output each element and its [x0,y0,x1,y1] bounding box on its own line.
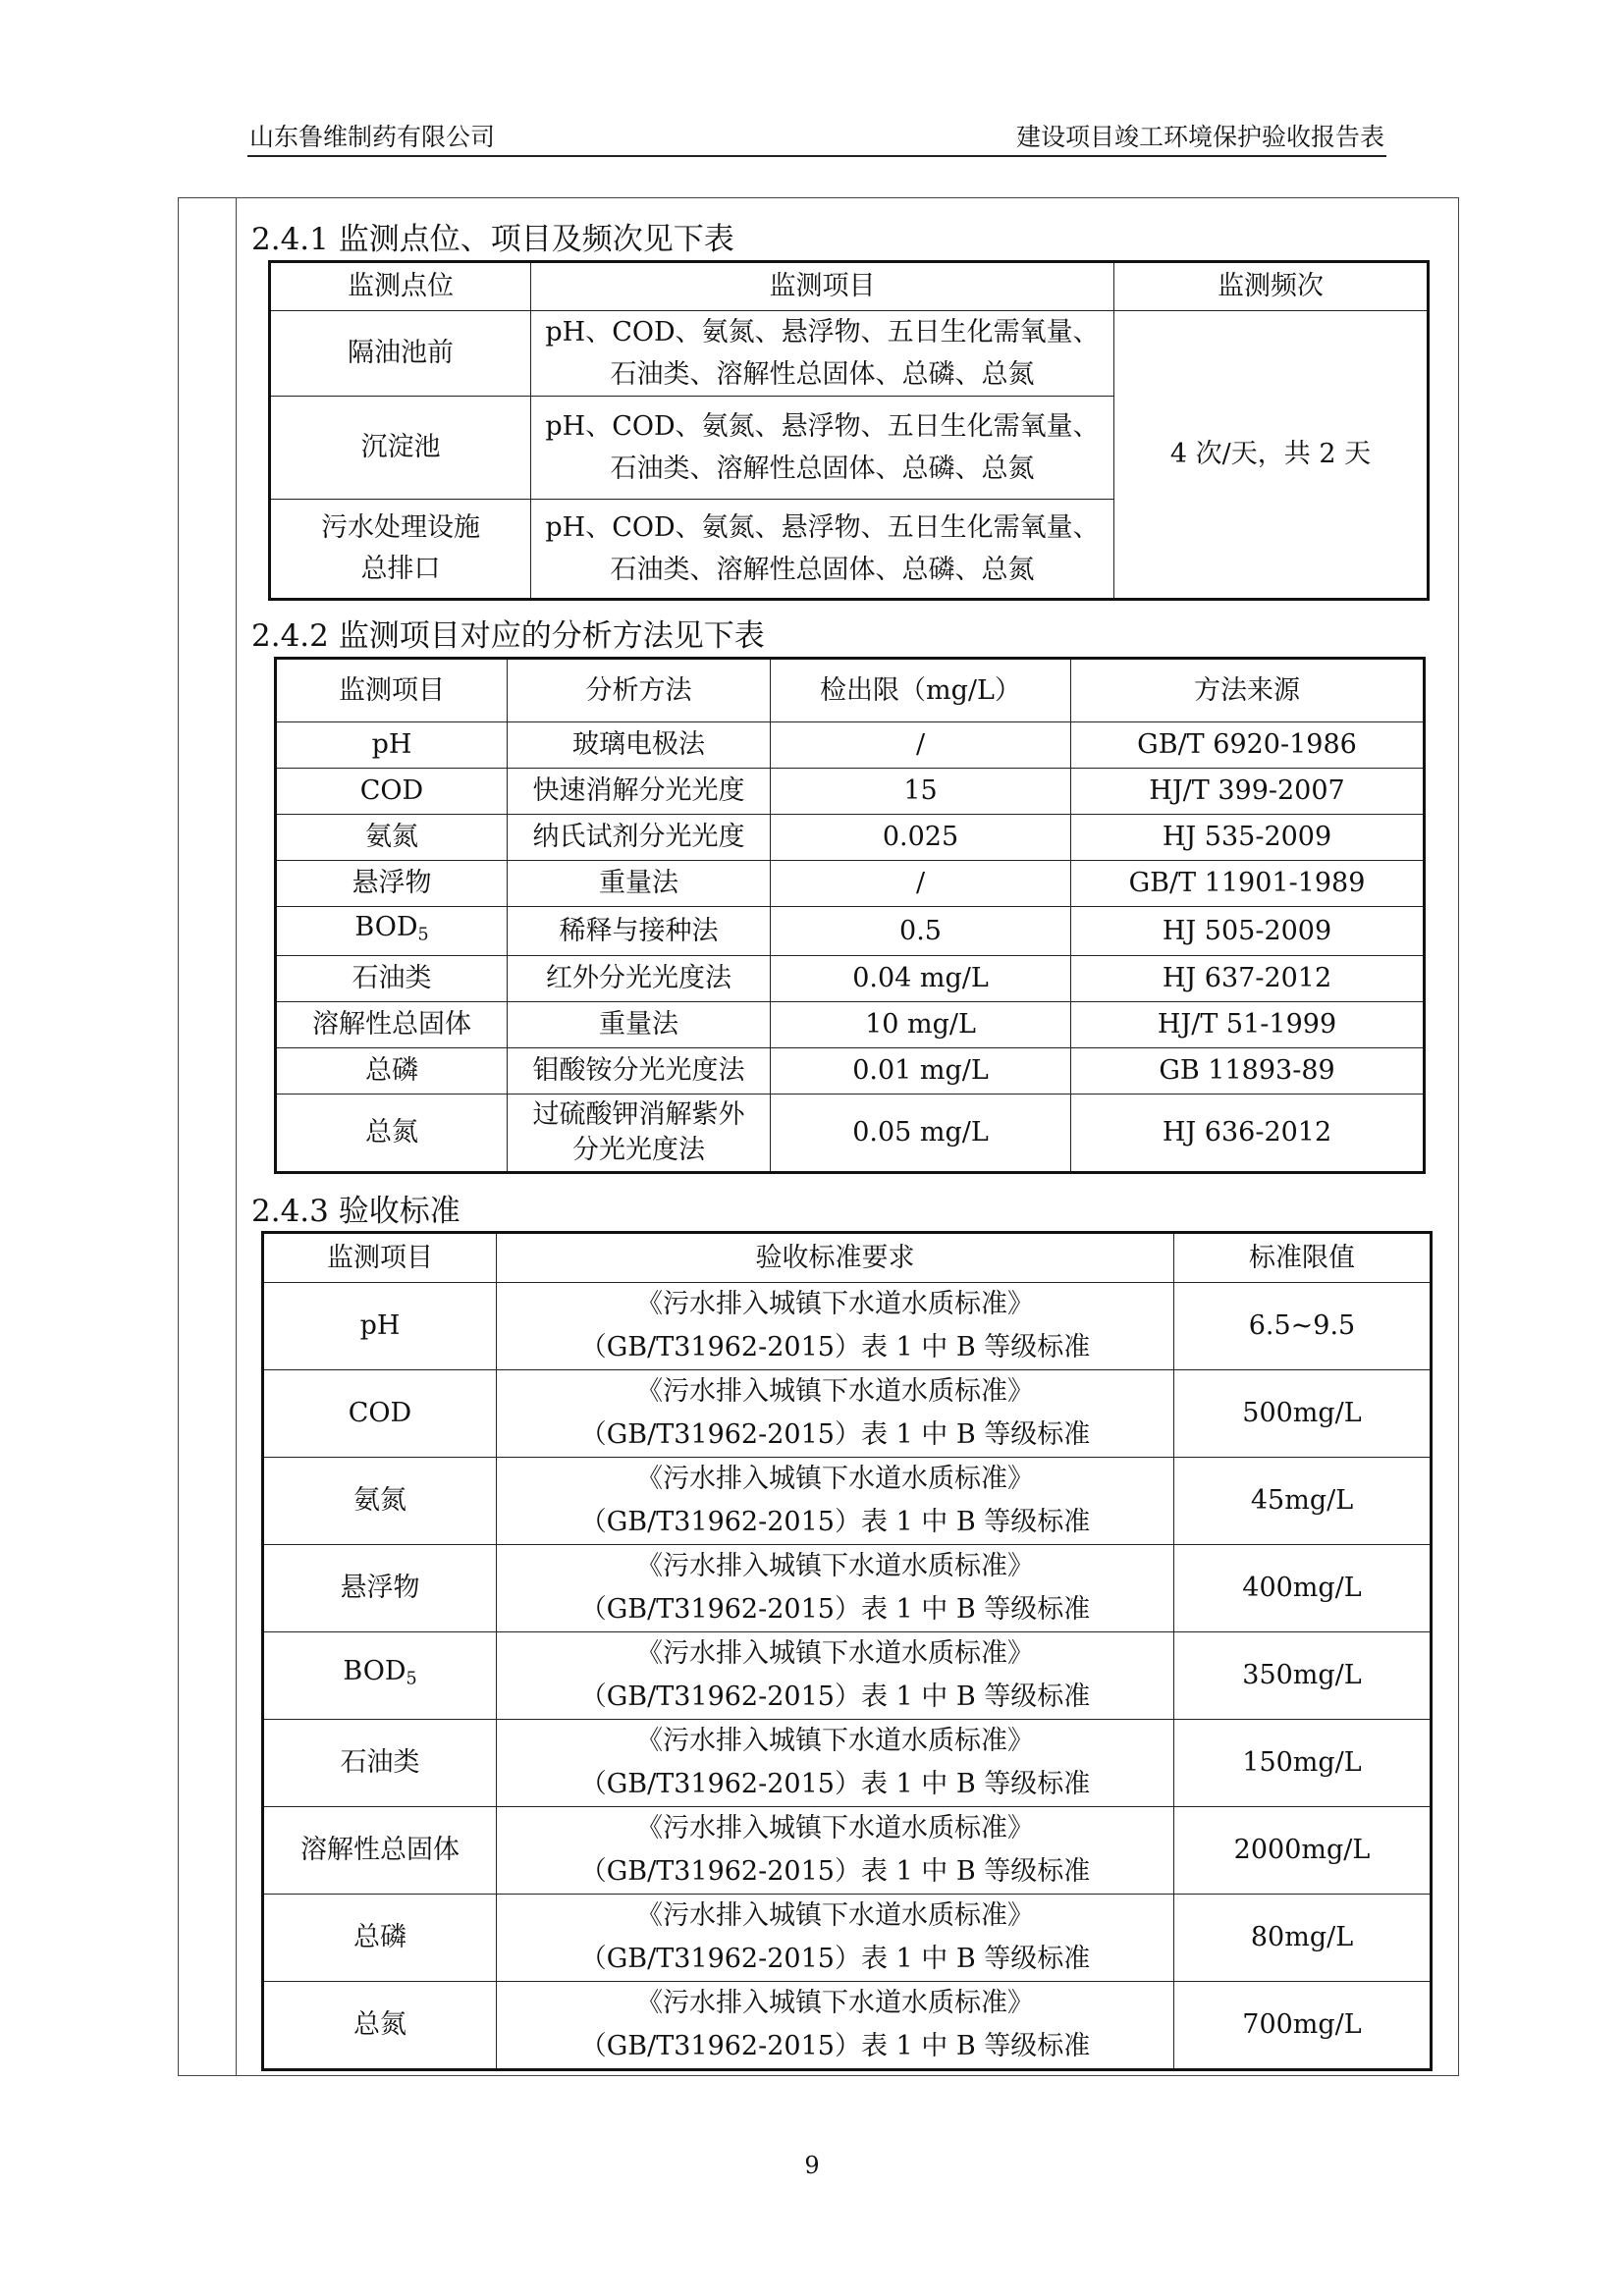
standard-cell [497,1982,1174,2070]
table-row [263,1982,1432,2070]
limit-cell: 45mg/L [1174,1458,1432,1545]
limit-cell: 400mg/L [1174,1545,1432,1632]
standard-line: 《污水排入城镇下水道水质标准》 [636,1638,1034,1669]
limit-cell: 15 [771,769,1071,815]
header-cell: 监测项目 [531,262,1114,311]
table-row [263,1895,1432,1982]
table-row [276,769,1425,815]
table-header-row [263,1233,1432,1283]
table-row [263,1458,1432,1545]
item-subscript: 5 [417,925,429,945]
item-cell: pH [276,722,508,769]
table-header-row [276,659,1425,722]
standard-line: （GB/T31962-2015）表 1 中 B 等级标准 [579,1419,1091,1450]
limit-cell: 0.04 mg/L [771,956,1071,1002]
standard-line: （GB/T31962-2015）表 1 中 B 等级标准 [579,1769,1091,1799]
table-row [263,1807,1432,1895]
point-cell: 隔油池前 [270,311,531,397]
section-242-title: 2.4.2 监测项目对应的分析方法见下表 [251,618,765,654]
table-row [276,907,1425,956]
standard-line: （GB/T31962-2015）表 1 中 B 等级标准 [579,1856,1091,1887]
header-cell: 分析方法 [508,659,771,722]
standard-cell [497,1895,1174,1982]
limit-cell: 6.5~9.5 [1174,1283,1432,1370]
standard-line: 《污水排入城镇下水道水质标准》 [636,1464,1034,1494]
limit-cell: 150mg/L [1174,1720,1432,1807]
item-cell: 总氮 [276,1095,508,1173]
items-cell [531,500,1114,600]
source-cell: GB 11893-89 [1071,1048,1425,1095]
header-cell: 检出限（mg/L） [771,659,1071,722]
table-row [276,1048,1425,1095]
standard-line: 《污水排入城镇下水道水质标准》 [636,1726,1034,1756]
section-241-title: 2.4.1 监测点位、项目及频次见下表 [251,222,734,257]
table-row [276,815,1425,861]
items-line: pH、COD、氨氮、悬浮物、五日生化需氧量、 [545,411,1100,442]
method-line: 过硫酸钾消解紫外 [532,1099,745,1131]
table-row [263,1720,1432,1807]
acceptance-standards-table [261,1231,1433,2071]
source-cell: HJ 505-2009 [1071,907,1425,956]
source-cell: HJ 535-2009 [1071,815,1425,861]
standard-line: （GB/T31962-2015）表 1 中 B 等级标准 [579,1944,1091,1974]
table-row [276,722,1425,769]
item-cell: 悬浮物 [276,861,508,907]
item-cell: 石油类 [276,956,508,1002]
source-cell: HJ 636-2012 [1071,1095,1425,1173]
table-row [276,861,1425,907]
items-line: pH、COD、氨氮、悬浮物、五日生化需氧量、 [545,317,1100,347]
item-cell: 溶解性总固体 [263,1807,497,1895]
limit-cell: 500mg/L [1174,1370,1432,1458]
standard-cell [497,1283,1174,1370]
standard-line: 《污水排入城镇下水道水质标准》 [636,1289,1034,1319]
item-cell: 总磷 [263,1895,497,1982]
section-243-title: 2.4.3 验收标准 [251,1194,460,1229]
header-cell: 监测项目 [276,659,508,722]
item-cell: 总磷 [276,1048,508,1095]
method-cell: 红外分光光度法 [508,956,771,1002]
method-cell: 玻璃电极法 [508,722,771,769]
table-row [263,1370,1432,1458]
limit-cell: 10 mg/L [771,1002,1071,1048]
table-row [263,1283,1432,1370]
method-cell: 快速消解分光光度 [508,769,771,815]
point-cell [270,500,531,600]
method-cell: 重量法 [508,861,771,907]
table-row [263,1545,1432,1632]
standard-line: （GB/T31962-2015）表 1 中 B 等级标准 [579,1332,1091,1362]
limit-cell: 0.025 [771,815,1071,861]
table-row [276,1095,1425,1173]
item-cell: pH [263,1283,497,1370]
item-subscript: 5 [406,1669,417,1689]
item-cell: 溶解性总固体 [276,1002,508,1048]
standard-cell [497,1458,1174,1545]
items-line: pH、COD、氨氮、悬浮物、五日生化需氧量、 [545,512,1100,543]
limit-cell: 350mg/L [1174,1632,1432,1720]
source-cell: HJ/T 51-1999 [1071,1002,1425,1048]
standard-cell [497,1632,1174,1720]
standard-cell [497,1545,1174,1632]
limit-cell: 0.05 mg/L [771,1095,1071,1173]
standard-line: 《污水排入城镇下水道水质标准》 [636,1988,1034,2018]
limit-cell: 80mg/L [1174,1895,1432,1982]
source-cell: GB/T 6920-1986 [1071,722,1425,769]
limit-cell: / [771,861,1071,907]
items-cell [531,397,1114,500]
item-cell [276,907,508,956]
method-cell: 钼酸铵分光光度法 [508,1048,771,1095]
item-text: BOD [354,912,418,942]
table-row [263,1632,1432,1720]
standard-line: 《污水排入城镇下水道水质标准》 [636,1551,1034,1581]
page-number: 9 [804,2152,820,2179]
standard-line: （GB/T31962-2015）表 1 中 B 等级标准 [579,2031,1091,2061]
source-cell: HJ/T 399-2007 [1071,769,1425,815]
page-header [247,116,1386,157]
item-cell [263,1632,497,1720]
item-cell: 石油类 [263,1720,497,1807]
method-line: 分光光度法 [572,1135,705,1166]
item-cell: 氨氮 [276,815,508,861]
frame-inner-line [236,198,237,2075]
point-cell: 沉淀池 [270,397,531,500]
items-line: 石油类、溶解性总固体、总磷、总氮 [610,555,1035,585]
header-cell: 标准限值 [1174,1233,1432,1283]
table-header-row [270,262,1429,311]
items-line: 石油类、溶解性总固体、总磷、总氮 [610,454,1035,484]
table-row [270,311,1429,397]
header-cell: 监测项目 [263,1233,497,1283]
standard-line: 《污水排入城镇下水道水质标准》 [636,1900,1034,1931]
header-cell: 方法来源 [1071,659,1425,722]
point-line: 污水处理设施 [321,512,480,543]
item-cell: COD [263,1370,497,1458]
analysis-methods-table [274,657,1426,1174]
limit-cell: / [771,722,1071,769]
header-cell: 监测点位 [270,262,531,311]
method-cell: 稀释与接种法 [508,907,771,956]
frequency-cell: 4 次/天，共 2 天 [1114,311,1429,600]
items-line: 石油类、溶解性总固体、总磷、总氮 [610,359,1035,390]
report-title: 建设项目竣工环境保护验收报告表 [1015,123,1384,151]
table-row [276,1002,1425,1048]
method-cell: 纳氏试剂分光光度 [508,815,771,861]
item-cell: 氨氮 [263,1458,497,1545]
item-cell: COD [276,769,508,815]
source-cell: HJ 637-2012 [1071,956,1425,1002]
standard-line: （GB/T31962-2015）表 1 中 B 等级标准 [579,1594,1091,1625]
item-text: BOD [343,1656,406,1687]
standard-cell [497,1807,1174,1895]
standard-line: （GB/T31962-2015）表 1 中 B 等级标准 [579,1682,1091,1712]
standard-line: （GB/T31962-2015）表 1 中 B 等级标准 [579,1507,1091,1537]
items-cell [531,311,1114,397]
limit-cell: 700mg/L [1174,1982,1432,2070]
standard-cell [497,1370,1174,1458]
item-cell: 悬浮物 [263,1545,497,1632]
standard-cell [497,1720,1174,1807]
standard-line: 《污水排入城镇下水道水质标准》 [636,1376,1034,1407]
limit-cell: 0.5 [771,907,1071,956]
monitoring-points-table [268,260,1430,601]
item-cell: 总氮 [263,1982,497,2070]
method-cell: 重量法 [508,1002,771,1048]
method-cell [508,1095,771,1173]
header-cell: 验收标准要求 [497,1233,1174,1283]
table-row [276,956,1425,1002]
standard-line: 《污水排入城镇下水道水质标准》 [636,1813,1034,1843]
company-name: 山东鲁维制药有限公司 [249,123,496,151]
source-cell: GB/T 11901-1989 [1071,861,1425,907]
limit-cell: 2000mg/L [1174,1807,1432,1895]
point-line: 总排口 [360,554,441,584]
limit-cell: 0.01 mg/L [771,1048,1071,1095]
header-cell: 监测频次 [1114,262,1429,311]
